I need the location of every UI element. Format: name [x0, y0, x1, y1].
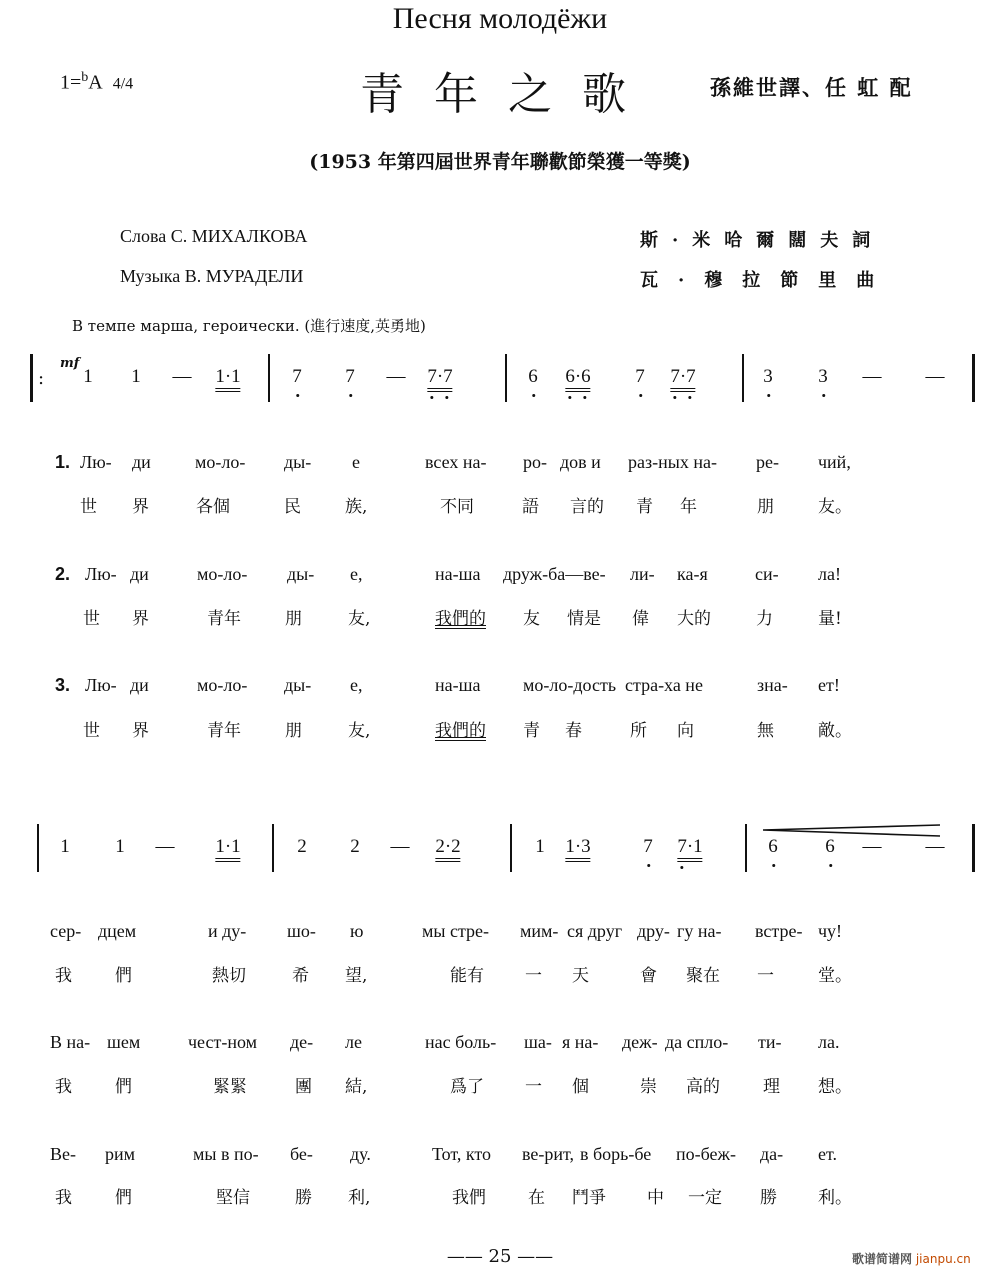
underline	[565, 861, 590, 862]
lyric-russian: ю	[350, 921, 364, 941]
lyric-russian: ли-	[630, 564, 655, 584]
key-note: A	[88, 71, 103, 94]
note	[345, 366, 355, 388]
note	[635, 366, 645, 388]
lyric-russian: е,	[350, 675, 363, 695]
lyric-chinese: 春	[565, 721, 582, 741]
note	[528, 366, 538, 388]
lyric-russian: шем	[107, 1032, 141, 1052]
low-octave-dot	[532, 394, 535, 397]
page-number-value: 25	[488, 1246, 512, 1267]
note-value: 2·2	[435, 836, 461, 857]
note-value: 6	[528, 366, 538, 387]
lyric-chinese: 想。	[818, 1077, 852, 1097]
lyric-chinese: 在	[528, 1188, 545, 1208]
lyric-russian: чест-ном	[188, 1032, 258, 1052]
barline	[972, 354, 975, 402]
note	[677, 836, 702, 858]
note	[768, 836, 778, 858]
lyric-russian: ды-	[287, 564, 315, 584]
underline	[677, 861, 702, 862]
lyric-chinese: 界	[132, 721, 149, 741]
lyric-chinese: 緊緊	[213, 1077, 247, 1097]
note-value: 1	[83, 366, 93, 387]
key-prefix: 1=	[60, 71, 82, 94]
lyric-chinese: 堅信	[216, 1188, 250, 1208]
lyric-russian: дцем	[98, 921, 137, 941]
low-octave-dot	[822, 394, 825, 397]
note	[350, 836, 360, 858]
note	[763, 366, 773, 388]
low-octave-dot	[647, 864, 650, 867]
note	[670, 366, 695, 388]
note-value: 7	[635, 366, 645, 387]
lyric-chinese: 爲了	[450, 1077, 484, 1097]
lyric-chinese: 各個	[196, 497, 230, 517]
dynamic-marking: mf	[60, 356, 80, 371]
lyric-russian: ди	[130, 564, 149, 584]
lyric-russian: де-	[290, 1032, 314, 1052]
note	[391, 836, 410, 858]
lyric-chinese: 一	[757, 966, 774, 986]
tempo-marking: В темпе марша, героически. (進行速度,英勇地)	[72, 317, 426, 335]
lyric-chinese: 朋	[757, 497, 774, 517]
note-value: —	[390, 836, 410, 857]
lyric-chinese: 所	[630, 721, 647, 741]
note	[115, 836, 125, 858]
title-chinese: 青年之歌	[360, 69, 656, 120]
lyric-chinese: 界	[132, 609, 149, 629]
note-value: 7·1	[677, 836, 703, 857]
lyric-chinese: 世	[80, 497, 97, 517]
lyric-chinese: 友	[523, 609, 540, 629]
lyric-russian: друж-ба—ве-	[503, 564, 606, 584]
lyric-russian: ди	[132, 452, 151, 472]
lyric-russian: ти-	[758, 1032, 782, 1052]
note	[297, 836, 307, 858]
lyric-russian: ле	[345, 1032, 362, 1052]
lyric-chinese: 世	[83, 721, 100, 741]
note	[926, 836, 945, 858]
note-value: 1	[535, 836, 545, 857]
lyric-chinese: 我	[55, 966, 72, 986]
lyric-russian: на-ша	[435, 675, 481, 695]
lyric-russian: си-	[755, 564, 779, 584]
lyric-chinese: 言的	[570, 497, 604, 517]
lyric-russian: рим	[105, 1144, 136, 1164]
lyric-russian: ет!	[818, 675, 840, 695]
lyric-russian: 3.	[55, 675, 71, 695]
lyric-chinese: 世	[83, 609, 100, 629]
lyric-chinese: 能有	[450, 966, 484, 986]
lyric-chinese: 偉	[632, 609, 649, 629]
lyric-russian: ды-	[284, 675, 312, 695]
low-octave-dot	[829, 864, 832, 867]
underline	[677, 858, 702, 859]
lyric-chinese: 大的	[677, 609, 711, 629]
note-value: 1·3	[565, 836, 591, 857]
lyric-russian: Лю-	[85, 675, 117, 695]
note	[926, 366, 945, 388]
note-value: 7	[292, 366, 302, 387]
note-value: 1·1	[215, 366, 241, 387]
lyric-chinese: 一	[525, 966, 542, 986]
lyric-russian: В на-	[50, 1032, 91, 1052]
lyric-russian: ро-	[523, 452, 547, 472]
lyric-chinese: 朋	[285, 609, 302, 629]
note-value: —	[925, 366, 945, 387]
low-octave-dot	[568, 396, 571, 399]
music-credit-zh: 瓦·穆拉節里曲	[640, 270, 895, 291]
lyric-russian: я на-	[562, 1032, 599, 1052]
note	[863, 366, 882, 388]
note	[83, 366, 93, 388]
lyric-chinese: 利。	[818, 1188, 852, 1208]
low-octave-dot	[584, 396, 587, 399]
lyric-russian: мо-ло-дость	[523, 675, 617, 695]
lyric-chinese: 我	[55, 1188, 72, 1208]
underline	[215, 388, 240, 389]
lyric-chinese: 一定	[688, 1188, 722, 1208]
underline	[215, 861, 240, 862]
lyric-chinese: 崇	[640, 1077, 657, 1097]
lyric-chinese: 我們	[452, 1188, 486, 1208]
lyric-chinese: 友,	[348, 609, 371, 629]
underline	[565, 391, 590, 392]
note-value: 6	[768, 836, 778, 857]
note-value: —	[155, 836, 175, 857]
lyric-chinese: 族,	[345, 497, 368, 517]
low-octave-dot	[673, 396, 676, 399]
low-octave-dot	[689, 396, 692, 399]
key-signature	[60, 70, 133, 95]
lyric-chinese: 無	[757, 721, 774, 741]
note-value: 7·7	[670, 366, 696, 387]
lyric-russian: мо-ло-	[197, 675, 248, 695]
lyric-chinese: 勝	[760, 1188, 777, 1208]
lyric-russian: Тот, кто	[432, 1144, 492, 1164]
lyric-russian: мы стре-	[422, 921, 490, 941]
note	[215, 836, 240, 858]
lyric-russian: ка-я	[677, 564, 708, 584]
note-value: —	[386, 366, 406, 387]
lyric-russian: ся друг	[567, 921, 623, 941]
underline	[565, 388, 590, 389]
note-value: —	[862, 366, 882, 387]
lyric-chinese: 力	[756, 609, 773, 629]
low-octave-dot	[296, 394, 299, 397]
lyric-russian: ла.	[818, 1032, 840, 1052]
underline	[427, 388, 452, 389]
lyric-russian: шо-	[287, 921, 316, 941]
lyric-russian: зна-	[757, 675, 788, 695]
note	[863, 836, 882, 858]
note-value: 7	[643, 836, 653, 857]
lyric-chinese: 利,	[348, 1188, 371, 1208]
lyric-russian: да спло-	[665, 1032, 729, 1052]
lyric-russian: ве-рит,	[522, 1144, 575, 1164]
lyric-chinese: 友,	[348, 721, 371, 741]
lyric-russian: чу!	[818, 921, 843, 941]
note	[565, 366, 590, 388]
repeat-sign: :	[38, 368, 45, 389]
lyric-chinese: 中	[647, 1188, 664, 1208]
lyric-russian: встре-	[755, 921, 803, 941]
lyric-russian: ду.	[350, 1144, 371, 1164]
lyric-chinese: 向	[677, 721, 694, 741]
lyric-chinese: 們	[115, 1188, 132, 1208]
lyric-chinese: 民	[284, 497, 301, 517]
low-octave-dot	[446, 396, 449, 399]
lyric-russian: на-ша	[435, 564, 481, 584]
lyric-russian: дру-	[637, 921, 670, 941]
decrescendo-hairpin	[762, 824, 942, 838]
barline	[272, 824, 274, 872]
lyric-russian: мо-ло-	[197, 564, 248, 584]
lyric-russian: ды-	[284, 452, 312, 472]
watermark-en: jianpu.cn	[915, 1252, 971, 1266]
subtitle: (1953 年第四屆世界青年聯歡節榮獲一等獎)	[309, 151, 691, 173]
note	[535, 836, 545, 858]
note-value: —	[925, 836, 945, 857]
lyric-russian: всех на-	[425, 452, 487, 472]
lyric-russian: Лю-	[85, 564, 117, 584]
lyric-russian: дов и	[560, 452, 601, 472]
lyric-russian: нас боль-	[425, 1032, 497, 1052]
note	[565, 836, 590, 858]
low-octave-dot	[349, 394, 352, 397]
lyric-chinese: 天	[572, 966, 589, 986]
barline	[742, 354, 744, 402]
underline	[215, 858, 240, 859]
note	[427, 366, 452, 388]
low-octave-dot	[772, 864, 775, 867]
lyric-chinese: 熱切	[212, 966, 246, 986]
lyric-russian: сер-	[50, 921, 82, 941]
lyric-chinese: 望,	[345, 966, 368, 986]
lyric-russian: ла!	[818, 564, 841, 584]
note-value: 1·1	[215, 836, 241, 857]
lyric-chinese: 青	[636, 497, 653, 517]
lyric-chinese: 敵。	[818, 721, 852, 741]
lyric-chinese: 們	[115, 966, 132, 986]
lyric-chinese: 我們的	[435, 609, 486, 629]
lyric-chinese: 朋	[285, 721, 302, 741]
underline	[670, 388, 695, 389]
lyric-russian: чий,	[818, 452, 851, 472]
lyric-chinese: 我	[55, 1077, 72, 1097]
note-value: 1	[131, 366, 141, 387]
underline	[427, 391, 452, 392]
lyric-russian: по-беж-	[676, 1144, 736, 1164]
note	[435, 836, 460, 858]
lyric-russian: мы в по-	[193, 1144, 259, 1164]
barline	[745, 824, 747, 872]
lyric-chinese: 希	[292, 966, 309, 986]
lyric-russian: раз-ных на-	[628, 452, 717, 472]
lyric-russian: мим-	[520, 921, 559, 941]
low-octave-dot	[639, 394, 642, 397]
lyric-russian: е,	[350, 564, 363, 584]
lyric-chinese: 一	[525, 1077, 542, 1097]
lyric-chinese: 量!	[818, 609, 842, 629]
lyric-russian: ре-	[756, 452, 779, 472]
barline	[505, 354, 507, 402]
lyric-russian: е	[352, 452, 360, 472]
lyric-russian: бе-	[290, 1144, 313, 1164]
lyric-chinese: 情是	[567, 609, 601, 629]
lyric-chinese: 友。	[818, 497, 852, 517]
low-octave-dot	[430, 396, 433, 399]
note	[156, 836, 175, 858]
note	[60, 836, 70, 858]
underline	[565, 858, 590, 859]
note-value: 7	[345, 366, 355, 387]
translators: 孫維世譯、任 虹 配	[710, 75, 913, 100]
music-credit-ru: Музыка В. МУРАДЕЛИ	[120, 266, 304, 286]
lyric-russian: ди	[130, 675, 149, 695]
note-value: 3	[818, 366, 828, 387]
note	[173, 366, 192, 388]
note	[825, 836, 835, 858]
barline	[37, 824, 39, 872]
note	[643, 836, 653, 858]
underline	[670, 391, 695, 392]
page-number: —— 25 ——	[446, 1246, 554, 1267]
lyric-chinese: 們	[115, 1077, 132, 1097]
title-russian: Песня молодёжи	[392, 2, 608, 35]
barline	[268, 354, 270, 402]
lyric-chinese: 青年	[207, 721, 241, 741]
lyric-chinese: 青年	[207, 609, 241, 629]
lyric-russian: гу на-	[677, 921, 722, 941]
low-octave-dot	[767, 394, 770, 397]
lyric-russian: 1.	[55, 452, 71, 472]
lyric-russian: и ду-	[208, 921, 247, 941]
note-value: 7·7	[427, 366, 453, 387]
lyric-chinese: 個	[572, 1077, 589, 1097]
lyric-russian: Лю-	[80, 452, 112, 472]
underline	[435, 861, 460, 862]
lyric-chinese: 堂。	[818, 966, 852, 986]
lyric-russian: ет.	[818, 1144, 838, 1164]
lyric-chinese: 年	[680, 497, 697, 517]
time-signature: 4/4	[112, 75, 134, 93]
note-value: 2	[297, 836, 307, 857]
lyric-russian: ша-	[524, 1032, 552, 1052]
lyric-chinese: 青	[523, 721, 540, 741]
lyric-chinese: 界	[132, 497, 149, 517]
watermark	[852, 1250, 971, 1267]
lyric-chinese: 語	[522, 497, 539, 517]
lyric-chinese: 結,	[345, 1077, 368, 1097]
lyric-russian: деж-	[622, 1032, 658, 1052]
underline	[215, 391, 240, 392]
lyric-russian: в борь-бе	[580, 1144, 652, 1164]
lyrics-credit-ru: Слова С. МИХАЛКОВА	[120, 226, 308, 246]
lyric-chinese: 我們的	[435, 721, 486, 741]
lyric-russian: стра-ха не	[625, 675, 703, 695]
note-value: 6·6	[565, 366, 591, 387]
lyrics-credit-zh: 斯·米哈爾闊夫詞	[640, 230, 885, 251]
note-value: 2	[350, 836, 360, 857]
barline	[30, 354, 33, 402]
underline	[435, 858, 460, 859]
note	[818, 366, 828, 388]
watermark-zh: 歌谱简谱网	[852, 1252, 913, 1266]
lyric-chinese: 鬥爭	[572, 1188, 606, 1208]
note	[215, 366, 240, 388]
lyric-chinese: 勝	[295, 1188, 312, 1208]
note-value: —	[862, 836, 882, 857]
note	[387, 366, 406, 388]
lyric-chinese: 高的	[686, 1077, 720, 1097]
lyric-chinese: 理	[763, 1077, 780, 1097]
note	[131, 366, 141, 388]
note-value: 3	[763, 366, 773, 387]
lyric-chinese: 會	[640, 966, 657, 986]
lyric-chinese: 聚在	[686, 966, 720, 986]
lyric-chinese: 不同	[440, 497, 474, 517]
note-value: 6	[825, 836, 835, 857]
note	[292, 366, 302, 388]
note-value: —	[172, 366, 192, 387]
lyric-russian: Ве-	[50, 1144, 76, 1164]
barline	[510, 824, 512, 872]
lyric-russian: мо-ло-	[195, 452, 246, 472]
lyric-chinese: 團	[295, 1077, 312, 1097]
flat-sign: b	[81, 70, 89, 85]
barline	[972, 824, 975, 872]
low-octave-dot	[680, 866, 683, 869]
note-value: 1	[60, 836, 70, 857]
lyric-russian: да-	[760, 1144, 784, 1164]
lyric-russian: 2.	[55, 564, 71, 584]
note-value: 1	[115, 836, 125, 857]
